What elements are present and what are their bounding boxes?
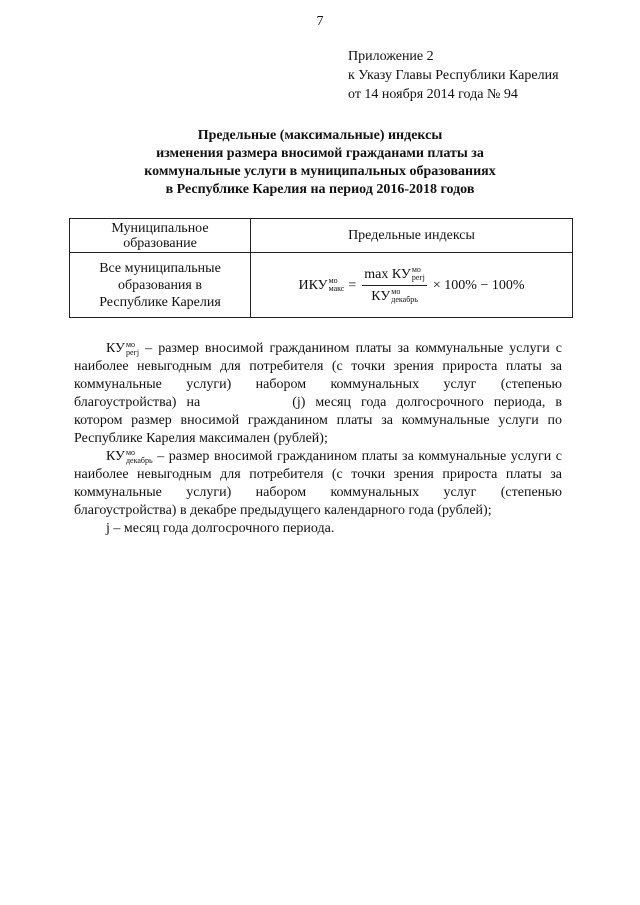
title-line: изменения размера вносимой гражданами платы за <box>156 146 484 161</box>
definition-text: – размер вносимой гражданином платы за коммунальные <box>152 449 507 465</box>
definition-text: услуги с наиболее невыгодным для потребителя (с точки зрения прироста платы за коммунальные услуги) набором коммунальных услуг (степенью благоустройства) в декабре предыдущего календарного года (рублей); <box>74 449 563 519</box>
appendix-line: Приложение 2 <box>348 49 434 64</box>
cell-text: Все муниципальные <box>99 260 221 276</box>
term-indices <box>126 449 153 465</box>
header-municipality <box>70 219 251 253</box>
cell-municipality <box>70 253 251 318</box>
formula-tail: × 100% − 100% <box>432 277 525 293</box>
superscript: мо <box>125 340 136 349</box>
fraction-numerator <box>362 266 427 286</box>
definition-text: (j) месяц года долгосрочного периода, в котором размер вносимой гражданином платы за коммунальные услуги по Республике Карелия максимален (рублей); <box>74 395 563 447</box>
superscript: мо <box>411 265 421 275</box>
index-formula <box>298 266 524 305</box>
superscript: мо <box>328 276 338 285</box>
numerator-indices <box>412 266 425 282</box>
header-indices: Предельные индексы <box>251 219 573 253</box>
denominator-text: КУ <box>371 288 391 304</box>
header-text: Муниципальное <box>111 220 209 236</box>
formula-fraction <box>362 266 427 305</box>
superscript: мо <box>391 287 401 297</box>
title-line: коммунальные услуги в муниципальных образованиях <box>144 164 496 179</box>
indices-table <box>69 218 573 318</box>
formula-lhs-indices <box>329 277 345 293</box>
title-line: Предельные (максимальные) индексы <box>197 128 443 143</box>
page-number: 7 <box>316 14 324 29</box>
cell-formula <box>251 253 573 318</box>
title-line: в Республике Карелия на период 2016-2018 годов <box>165 182 475 197</box>
definition-paragraph <box>74 340 562 448</box>
definition-paragraph <box>74 520 562 538</box>
definition-text: услуги с наиболее невыгодным для потребителя (с точки зрения прироста платы за коммунальные услуги) набором коммунальных услуг (степенью благоустройства) на <box>74 341 562 411</box>
subscript: регj <box>125 348 140 357</box>
table-header-row <box>70 219 573 253</box>
appendix-line: к Указу Главы Республики Карелия <box>348 68 559 83</box>
appendix-line: от 14 ноября 2014 года № 94 <box>348 87 518 102</box>
definition-paragraph <box>74 448 562 520</box>
formula-lhs: ИКУ <box>298 277 328 293</box>
definition-text: – размер вносимой гражданином платы за коммунальные <box>139 341 504 357</box>
denominator-indices <box>391 288 418 304</box>
fraction-denominator <box>371 286 418 305</box>
term-symbol: КУ <box>106 341 125 356</box>
subscript: декабрь <box>125 456 153 466</box>
definition-text: j – месяц года долгосрочного периода. <box>106 521 335 537</box>
subscript: декабрь <box>391 295 418 305</box>
appendix-block <box>348 47 559 104</box>
formula-relation: = <box>348 277 357 293</box>
definitions-block <box>74 340 562 538</box>
definition-term <box>106 340 139 358</box>
definition-term <box>106 448 153 466</box>
subscript: регj <box>411 273 425 283</box>
subscript: макс <box>328 284 345 293</box>
term-indices <box>126 341 139 357</box>
numerator-text: max КУ <box>364 266 411 282</box>
header-text: образование <box>123 235 197 251</box>
table-row <box>70 253 573 318</box>
cell-text: образования в <box>118 277 202 293</box>
term-symbol: КУ <box>106 449 125 465</box>
cell-text: Республике Карелия <box>99 294 221 310</box>
document-title <box>90 127 550 199</box>
superscript: мо <box>125 448 136 458</box>
